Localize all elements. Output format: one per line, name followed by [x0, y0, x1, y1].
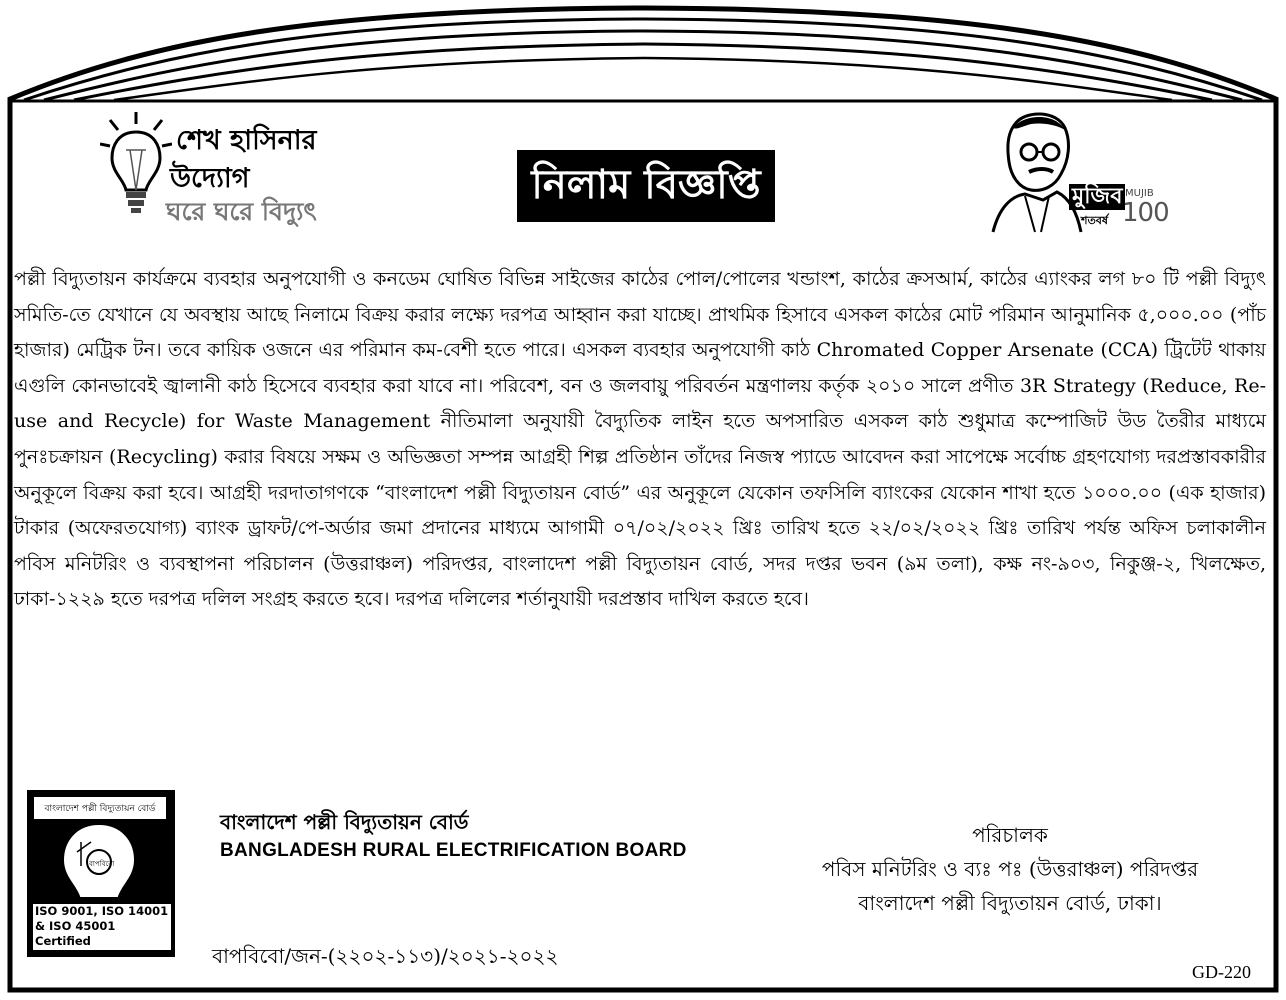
- lightbulb-icon: [100, 110, 172, 220]
- sheikh-hasina-initiative-logo: [100, 110, 370, 230]
- iso-certification: [33, 904, 171, 950]
- logo-line-2: উদ্যোগ: [170, 163, 250, 194]
- satabarsha-label: শতবর্ষ: [1081, 214, 1108, 227]
- notice-title: নিলাম বিজ্ঞপ্তি: [517, 150, 775, 222]
- badge-inner-text: বাপবিবো: [89, 860, 115, 868]
- signatory-line-2: পবিস মনিটরিং ও ব্যঃ পঃ (উত্তরাঞ্চল) পরিদপ্তর: [821, 857, 1199, 881]
- signatory-block: [760, 818, 1260, 920]
- portrait-icon: [985, 104, 1085, 234]
- cert-line-1: ISO 9001, ISO 14001: [35, 904, 169, 918]
- breb-badge: [27, 790, 175, 957]
- mujib-label: মুজিব: [1069, 184, 1125, 210]
- org-name-bn: বাংলাদেশ পল্লী বিদ্যুতায়ন বোর্ড: [220, 810, 469, 834]
- org-name-en: BANGLADESH RURAL ELECTRIFICATION BOARD: [220, 840, 687, 861]
- notice-body: পল্লী বিদ্যুতায়ন কার্যক্রমে ব্যবহার অনুপযোগী ও কনডেম ঘোষিত বিভিন্ন সাইজের কাঠের পোল/পোলের খন্ডাংশ, কাঠের ক্রসআর্ম, কাঠের এ্যাংকর লগ ৮০ টি পল্লী বিদ্যুৎ সমিতি-তে যেখানে যে অবস্থায় আছে নিলামে বিক্রয় করার লক্ষ্যে দরপত্র আহ্বান করা যাচ্ছে। প্রাথমিক হিসাবে এসকল কাঠের মোট পরিমান আনুমানিক ৫,০০০.০০ (পাঁচ হাজার) মেট্রিক টন। তবে কায়িক ওজনে এর পরিমান কম-বেশী হতে পারে। এসকল ব্যবহার অনুপযোগী কাঠ Chromated Copper Arsenate (CCA) ট্রিটেট থাকায় এগুলি কোনভাবেই জ্বালানী কাঠ হিসেবে ব্যবহার করা যাবে না। পরিবেশ, বন ও জলবায়ু পরিবর্তন মন্ত্রণালয় কর্তৃক ২০১০ সালে প্রণীত 3R Strategy (Reduce, Re-use and Recycle) for Waste Management নীতিমালা অনুযায়ী বৈদ্যুতিক লাইন হতে অপসারিত এসকল কাঠ শুধুমাত্র কম্পোজিট উড তৈরীর মাধ্যমে পুনঃচক্রায়ন (Recycling) করার বিষয়ে সক্ষম ও অভিজ্ঞতা সম্পন্ন আগ্রহী শিল্প প্রতিষ্ঠান তাঁদের নিজস্ব প্যাডে আবেদন করা সাপেক্ষে সর্বোচ্চ গ্রহণযোগ্য দরপ্রস্তাবকারীর অনুকূলে বিক্রয় করা হবে। আগ্রহী দরদাতাগণকে “বাংলাদেশ পল্লী বিদ্যুতায়ন বোর্ড” এর অনুকূলে যেকোন তফসিলি ব্যাংকের যেকোন শাখা হতে ১০০০.০০ (এক হাজার) টাকার (অফেরতযোগ্য) ব্যাংক ড্রাফট/পে-অর্ডার জমা প্রদানের মাধ্যমে আগামী ০৭/০২/২০২২ খ্রিঃ তারিখ হতে ২২/০২/২০২২ খ্রিঃ তারিখ পর্যন্ত অফিস চলাকালীন পবিস মনিটরিং ও ব্যবস্থাপনা পরিচালন (উত্তরাঞ্চল) পরিদপ্তর, বাংলাদেশ পল্লী বিদ্যুতায়ন বোর্ড, সদর দপ্তর ভবন (৯ম তলা), কক্ষ নং-৯০৩, নিকুঞ্জ-২, খিলক্ষেত, ঢাকা-১২২৯ হতে দরপত্র দলিল সংগ্রহ করতে হবে। দরপত্র দলিলের শর্তানুযায়ী দরপ্রস্তাব দাখিল করতে হবে।: [14, 268, 1266, 611]
- signatory-title: পরিচালক: [972, 823, 1048, 847]
- memo-number: বাপবিবো/জন-(২২০২-১১৩)/২০২১-২০২২: [212, 944, 559, 968]
- mujib-en-label: MUJIB: [1125, 188, 1154, 199]
- breb-bulb-icon: [57, 822, 141, 902]
- logo-line-3: ঘরে ঘরে বিদ্যুৎ: [166, 197, 317, 226]
- mujib-100-logo: [985, 104, 1169, 234]
- badge-title: বাংলাদেশ পল্লী বিদ্যুতায়ন বোর্ড: [33, 796, 167, 820]
- ad-code: GD-220: [1192, 962, 1251, 982]
- logo-line-1: শেখ হাসিনার: [176, 125, 317, 156]
- signatory-line-3: বাংলাদেশ পল্লী বিদ্যুতায়ন বোর্ড, ঢাকা।: [858, 891, 1162, 915]
- hundred-label: 100: [1122, 198, 1169, 228]
- cert-line-2: & ISO 45001 Certified: [35, 919, 116, 948]
